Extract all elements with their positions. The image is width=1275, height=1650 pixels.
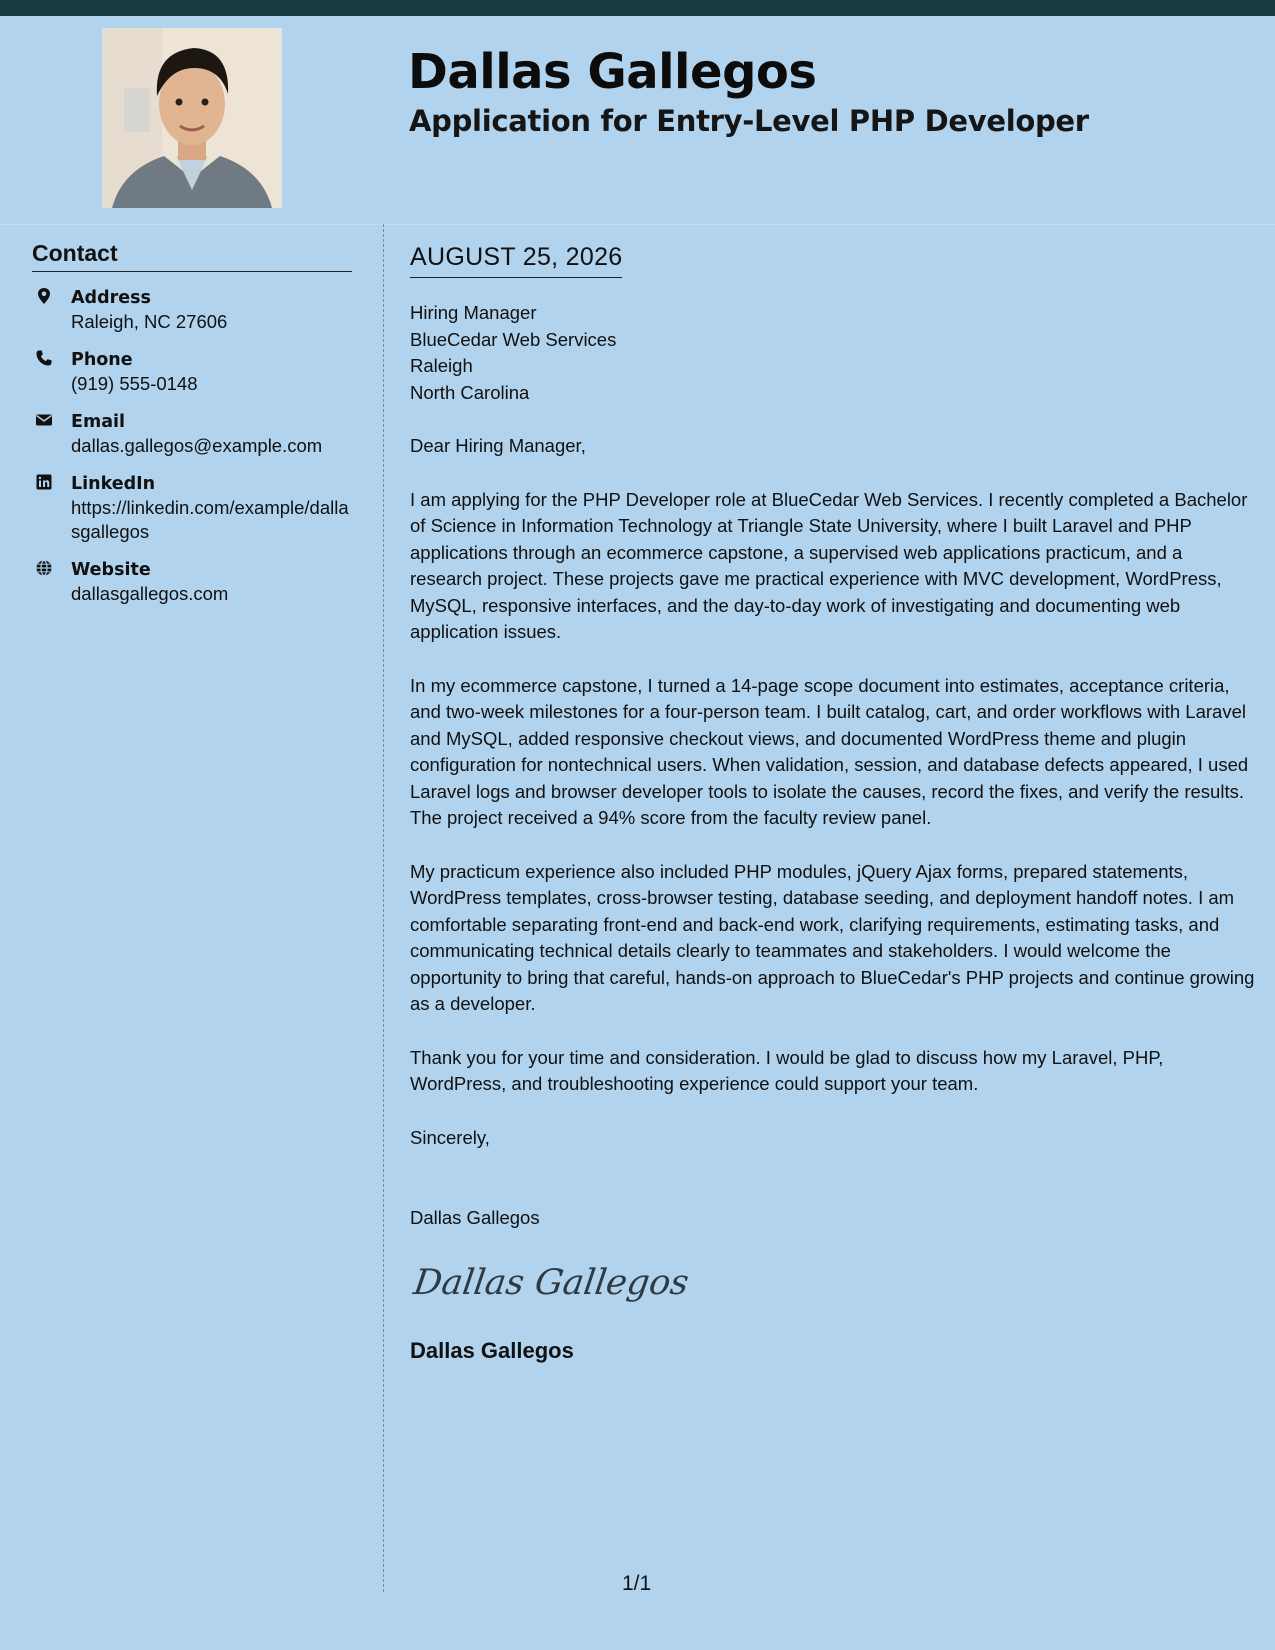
email-value[interactable]: dallas.gallegos@example.com xyxy=(71,435,323,456)
phone-label: Phone xyxy=(71,350,133,370)
contact-website xyxy=(32,558,352,606)
recipient-line: North Carolina xyxy=(410,381,530,403)
website-label: Website xyxy=(71,560,151,580)
sign-off-name: Dallas Gallegos xyxy=(410,1207,540,1228)
linkedin-label: LinkedIn xyxy=(71,474,156,494)
body-paragraph: Thank you for your time and consideration. I would be glad to discuss how my Laravel, PHP, WordPress, and troubleshooting experience could support your team. xyxy=(410,1046,1164,1094)
applicant-name: Dallas Gallegos xyxy=(408,44,817,100)
portrait-photo xyxy=(102,28,282,208)
contact-phone xyxy=(32,348,352,396)
linkedin-icon xyxy=(35,473,53,491)
recipient-line: Hiring Manager xyxy=(410,302,537,323)
top-accent-bar xyxy=(0,0,1275,16)
recipient-block xyxy=(410,300,1258,406)
contact-sidebar xyxy=(32,240,352,606)
closing: Sincerely, xyxy=(410,1126,490,1148)
phone-icon xyxy=(35,349,53,367)
handwritten-signature xyxy=(411,1254,1258,1310)
final-name: Dallas Gallegos xyxy=(410,1337,574,1363)
contact-linkedin xyxy=(32,472,352,544)
body-paragraph: I am applying for the PHP Developer role at BlueCedar Web Services. I recently completed a Bachelor of Science in Information Technology at Triangle State University, where I built Laravel and PHP applications through an ecommerce capstone, a supervised web applications practicum, and a research project. These projects gave me practical experience with MVC development, WordPress, MySQL, responsive interfaces, and the day-to-day work of investigating and documenting web application issues. xyxy=(410,488,1248,642)
recipient-line: BlueCedar Web Services xyxy=(410,328,617,350)
letter-date: AUGUST 25, 2026 xyxy=(410,243,622,278)
column-divider xyxy=(383,224,384,1592)
avatar xyxy=(102,28,282,208)
address-value: Raleigh, NC 27606 xyxy=(71,311,228,332)
page-number: 1/1 xyxy=(622,1572,652,1595)
envelope-icon xyxy=(35,411,53,429)
body-paragraph: In my ecommerce capstone, I turned a 14-page scope document into estimates, acceptance criteria, and two-week milestones for a four-person team. I built catalog, cart, and order workflows with Laravel and MySQL, added responsive checkout views, and documented WordPress theme and plugin configuration for nontechnical users. When validation, session, and database defects appeared, I used Laravel logs and browser developer tools to isolate the causes, record the fixes, and verify the results. The project received a 94% score from the faculty review panel. xyxy=(410,674,1249,828)
website-value[interactable]: dallasgallegos.com xyxy=(71,583,229,604)
phone-value: (919) 555-0148 xyxy=(71,373,198,394)
header xyxy=(0,16,1275,225)
body-paragraph: My practicum experience also included PHP modules, jQuery Ajax forms, prepared statements, WordPress templates, cross-browser testing, database seeding, and deployment handoff notes. I am comfortable separating front-end and back-end work, clarifying requirements, estimating tasks, and communicating technical details clearly to teammates and stakeholders. I would welcome the opportunity to bring that careful, hands-on approach to BlueCedar's PHP projects and continue growing as a developer. xyxy=(410,860,1255,1014)
salutation: Dear Hiring Manager, xyxy=(410,435,586,456)
contact-address xyxy=(32,286,352,334)
contact-heading: Contact xyxy=(32,240,352,272)
application-subtitle: Application for Entry-Level PHP Developer xyxy=(409,104,1089,138)
letter-body xyxy=(410,243,1258,1364)
recipient-line: Raleigh xyxy=(410,355,473,376)
linkedin-value[interactable]: https://linkedin.com/example/dallasgallegos xyxy=(71,497,349,542)
address-label: Address xyxy=(71,288,151,308)
globe-icon xyxy=(35,559,53,577)
signature-text: Dallas Gallegos xyxy=(411,1261,692,1303)
location-pin-icon xyxy=(35,287,53,305)
email-label: Email xyxy=(71,412,125,432)
contact-email xyxy=(32,410,352,458)
